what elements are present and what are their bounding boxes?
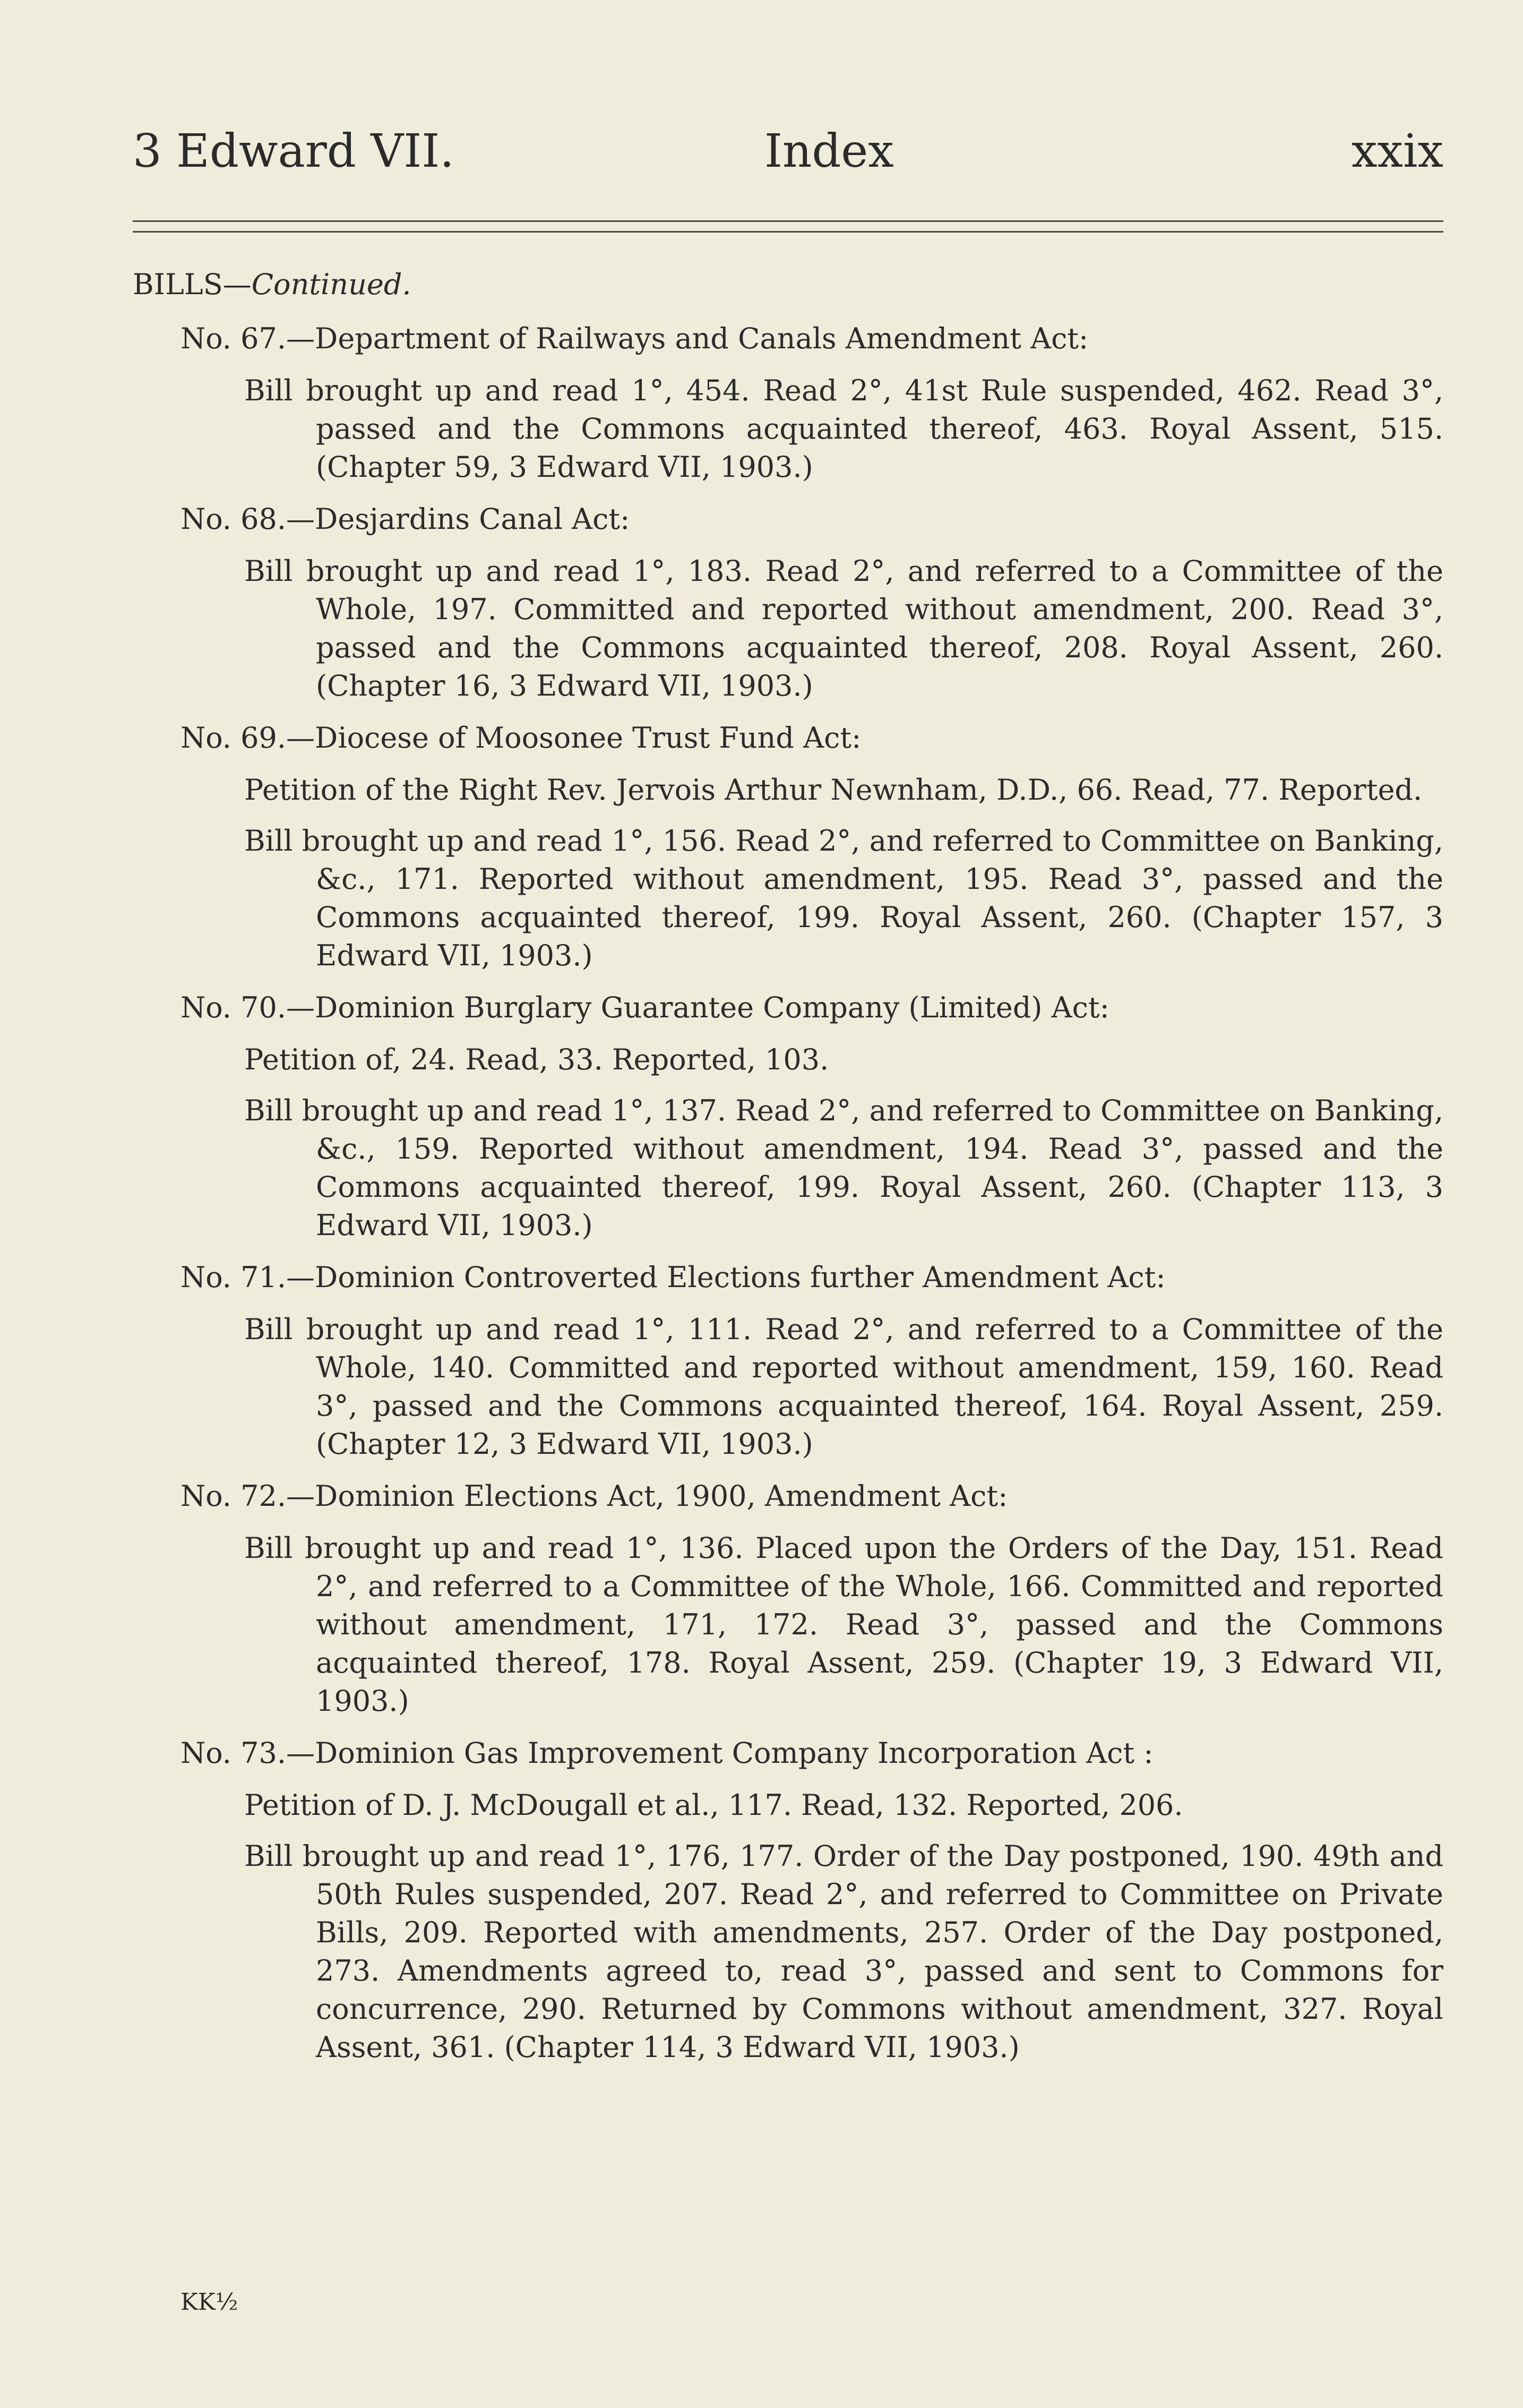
index-entry bbox=[133, 500, 1443, 705]
section-continued: Continued. bbox=[251, 268, 411, 301]
entry-paragraph: Bill brought up and read 1°, 176, 177. Order of the Day postponed, 190. 49th and 50th Rules suspended, 207. Read 2°, and referred to Committee on Private Bills, 209. Reported with amendments, 257. Order of the Day postponed, 273. Amendments agreed to, read 3°, passed and sent to Commons for concurrence, 290. Returned by Commons without amendment, 327. Royal Assent, 361. (Chapter 114, 3 Edward VII, 1903.) bbox=[244, 1839, 1443, 2064]
index-entry bbox=[133, 989, 1443, 1245]
index-entry bbox=[133, 320, 1443, 486]
section-title bbox=[133, 265, 1443, 304]
entry-title: No. 73.—Dominion Gas Improvement Company Incorporation Act : bbox=[180, 1736, 1154, 1770]
entry-paragraph: Bill brought up and read 1°, 137. Read 2°, and referred to Committee on Banking, &c., 159. Reported without amendment, 194. Read 3°, passed and the Commons acquainted thereof, 199. Royal Assent, 260. (Chapter 113, 3 Edward VII, 1903.) bbox=[244, 1094, 1443, 1242]
index-entry bbox=[133, 1477, 1443, 1720]
header-rule-bottom bbox=[133, 231, 1443, 233]
header-regnal-year: 3 Edward VII. bbox=[133, 125, 454, 178]
entry-paragraph: Petition of, 24. Read, 33. Reported, 103. bbox=[244, 1043, 829, 1076]
entry-list bbox=[133, 320, 1443, 2067]
page-number: xxix bbox=[1351, 125, 1443, 178]
entry-title: No. 71.—Dominion Controverted Elections further Amendment Act: bbox=[180, 1261, 1166, 1294]
index-entry bbox=[133, 1734, 1443, 2067]
entry-title: No. 67.—Department of Railways and Canals Amendment Act: bbox=[180, 322, 1089, 355]
index-entry bbox=[133, 1258, 1443, 1463]
entry-paragraph: Petition of D. J. McDougall et al., 117. Read, 132. Reported, 206. bbox=[244, 1788, 1183, 1822]
entry-title: No. 70.—Dominion Burglary Guarantee Company (Limited) Act: bbox=[180, 991, 1109, 1024]
index-entry bbox=[133, 719, 1443, 975]
entry-paragraph: Bill brought up and read 1°, 136. Placed upon the Orders of the Day, 151. Read 2°, and referred to a Committee of the Whole, 166. Committed and reported without amendment, 171, 172. Read 3°, passed and the Commons acquainted thereof, 178. Royal Assent, 259. (Chapter 19, 3 Edward VII, 1903.) bbox=[244, 1531, 1443, 1718]
entry-title: No. 68.—Desjardins Canal Act: bbox=[180, 502, 630, 536]
entry-title: No. 72.—Dominion Elections Act, 1900, Amendment Act: bbox=[180, 1479, 1008, 1513]
entry-paragraph: Bill brought up and read 1°, 111. Read 2°, and referred to a Committee of the Whole, 140. Committed and reported without amendment, 159, 160. Read 3°, passed and the Commons acquainted thereof, 164. Royal Assent, 259. (Chapter 12, 3 Edward VII, 1903.) bbox=[244, 1313, 1443, 1461]
entry-paragraph: Bill brought up and read 1°, 156. Read 2°, and referred to Committee on Banking, &c., 171. Reported without amendment, 195. Read 3°, passed and the Commons acquainted thereof, 199. Royal Assent, 260. (Chapter 157, 3 Edward VII, 1903.) bbox=[244, 824, 1443, 972]
signature-mark: KK½ bbox=[180, 2289, 238, 2316]
entry-paragraph: Petition of the Right Rev. Jervois Arthur Newnham, D.D., 66. Read, 77. Reported. bbox=[244, 773, 1423, 807]
header-title: Index bbox=[764, 125, 894, 178]
section-heading: BILLS— bbox=[133, 268, 252, 301]
page-header bbox=[133, 114, 1443, 183]
entry-paragraph: Bill brought up and read 1°, 183. Read 2°, and referred to a Committee of the Whole, 197. Committed and reported without amendment, 200. Read 3°, passed and the Commons acquainted thereof, 208. Royal Assent, 260. (Chapter 16, 3 Edward VII, 1903.) bbox=[244, 554, 1443, 702]
index-content bbox=[133, 265, 1443, 2067]
entry-paragraph: Bill brought up and read 1°, 454. Read 2°, 41st Rule suspended, 462. Read 3°, passed and the Commons acquainted thereof, 463. Royal Assent, 515. (Chapter 59, 3 Edward VII, 1903.) bbox=[244, 374, 1443, 484]
entry-title: No. 69.—Diocese of Moosonee Trust Fund Act: bbox=[180, 721, 862, 755]
header-rule-top bbox=[133, 220, 1443, 222]
